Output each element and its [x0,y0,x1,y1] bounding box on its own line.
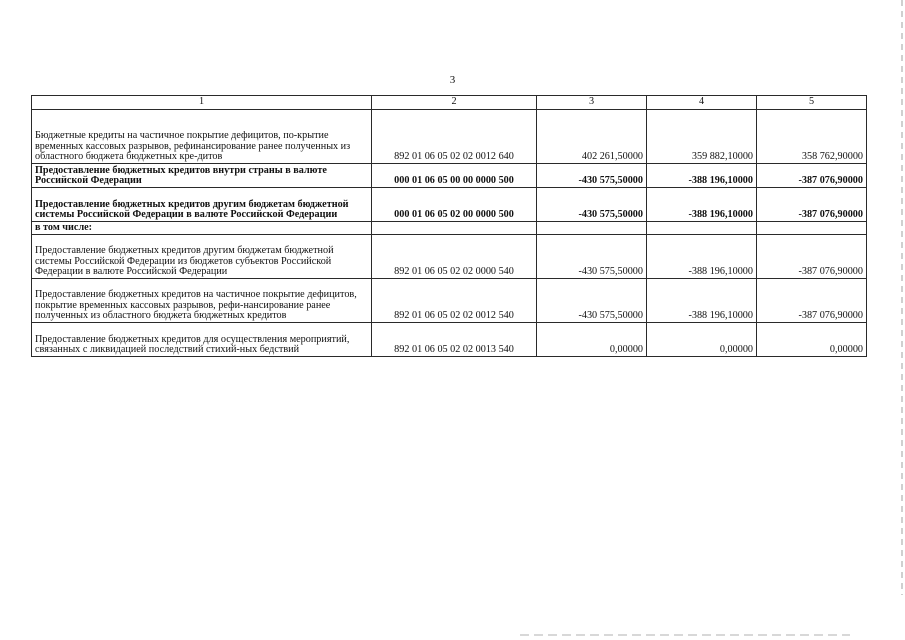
row-description: Предоставление бюджетных кредитов внутри страны в валюте Российской Федерации [32,164,372,188]
row-description: Предоставление бюджетных кредитов другим бюджетам бюджетной системы Российской Федерации из бюджетов субъектов Российской Федерации в валюте Российской Федерации [32,235,372,279]
row-value-col4: 359 882,10000 [647,110,757,164]
row-code: 892 01 06 05 02 02 0000 540 [372,235,537,279]
row-value-col5: -387 076,90000 [757,235,867,279]
column-header-5: 5 [757,96,867,110]
budget-table [31,95,867,357]
row-code: 892 01 06 05 02 02 0013 540 [372,323,537,357]
row-value-col5 [757,222,867,235]
row-value-col3: 0,00000 [537,323,647,357]
row-value-col4: -388 196,10000 [647,279,757,323]
row-description: Предоставление бюджетных кредитов на частичное покрытие дефицитов, покрытие временных кассовых разрывов, рефи-нансирование ранее полученных из областного бюджета бюджетных кредитов [32,279,372,323]
table-row [32,164,867,188]
row-value-col5: 0,00000 [757,323,867,357]
table-header-row [32,96,867,110]
row-code: 892 01 06 05 02 02 0012 640 [372,110,537,164]
row-code: 000 01 06 05 00 00 0000 500 [372,164,537,188]
row-description: Бюджетные кредиты на частичное покрытие дефицитов, по-крытие временных кассовых разрывов, рефинансирование ранее полученных из областного бюджета бюджетных кре-дитов [32,110,372,164]
table-row [32,222,867,235]
row-code [372,222,537,235]
scan-edge-artifact [901,0,903,595]
row-value-col4: -388 196,10000 [647,235,757,279]
table-row [32,323,867,357]
page-number: 3 [449,74,456,86]
row-description: в том числе: [32,222,372,235]
column-header-1: 1 [32,96,372,110]
row-value-col3: -430 575,50000 [537,164,647,188]
table-row [32,279,867,323]
column-header-3: 3 [537,96,647,110]
row-value-col3 [537,222,647,235]
row-value-col4: 0,00000 [647,323,757,357]
row-description: Предоставление бюджетных кредитов для осуществления мероприятий, связанных с ликвидацией последствий стихий-ных бедствий [32,323,372,357]
row-value-col3: 402 261,50000 [537,110,647,164]
row-value-col4: -388 196,10000 [647,164,757,188]
row-code: 000 01 06 05 02 00 0000 500 [372,188,537,222]
table-row [32,110,867,164]
row-value-col3: -430 575,50000 [537,188,647,222]
row-value-col5: 358 762,90000 [757,110,867,164]
row-value-col4 [647,222,757,235]
row-value-col3: -430 575,50000 [537,279,647,323]
row-value-col5: -387 076,90000 [757,188,867,222]
row-code: 892 01 06 05 02 02 0012 540 [372,279,537,323]
scan-bottom-artifact [520,634,850,636]
row-value-col5: -387 076,90000 [757,279,867,323]
table-row [32,188,867,222]
table-row [32,235,867,279]
row-value-col3: -430 575,50000 [537,235,647,279]
row-description: Предоставление бюджетных кредитов другим бюджетам бюджетной системы Российской Федерации в валюте Российской Федерации [32,188,372,222]
row-value-col4: -388 196,10000 [647,188,757,222]
column-header-4: 4 [647,96,757,110]
row-value-col5: -387 076,90000 [757,164,867,188]
column-header-2: 2 [372,96,537,110]
